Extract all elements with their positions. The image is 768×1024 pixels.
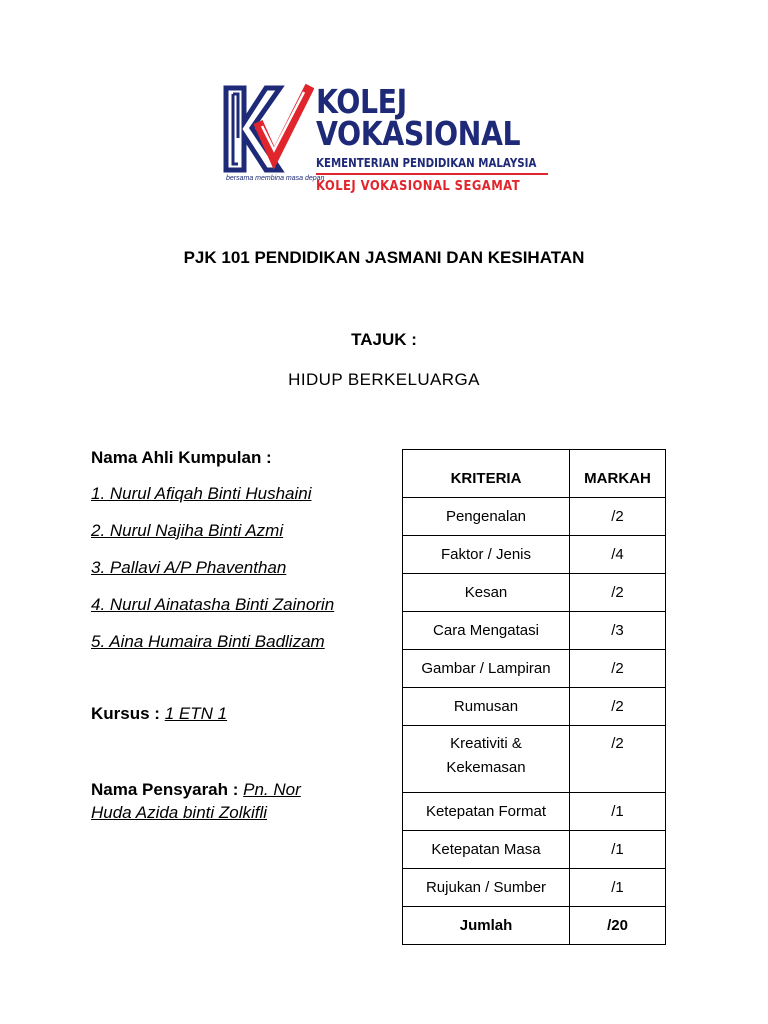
criteria-line-2: Kekemasan — [446, 759, 526, 776]
table-total-row — [403, 907, 666, 945]
criteria-line-1: Kreativiti & — [450, 735, 522, 752]
marks-cell: /1 — [570, 793, 666, 831]
kursus-value: 1 ETN 1 — [164, 704, 228, 723]
kursus-label: Kursus : — [91, 704, 165, 723]
table-row — [403, 574, 666, 612]
marks-cell: /2 — [570, 688, 666, 726]
criteria-cell: Ketepatan Format — [403, 793, 570, 831]
table-row — [403, 726, 666, 793]
member-item: 4. Nurul Ainatasha Binti Zainorin — [91, 595, 335, 614]
criteria-cell: Gambar / Lampiran — [403, 650, 570, 688]
tajuk-label: TAJUK : — [351, 330, 417, 349]
emblem-k-inner — [233, 94, 238, 164]
table-row — [403, 831, 666, 869]
marks-cell: /1 — [570, 831, 666, 869]
criteria-cell: Cara Mengatasi — [403, 612, 570, 650]
member-item: 1. Nurul Afiqah Binti Hushaini — [91, 484, 312, 503]
criteria-cell: Rumusan — [403, 688, 570, 726]
member-item: 5. Aina Humaira Binti Badlizam — [91, 632, 325, 651]
marks-table — [402, 449, 666, 945]
table-row — [403, 536, 666, 574]
lecturer-name-part1: Pn. Nor — [243, 780, 301, 799]
logo-tagline: bersama membina masa depan — [226, 175, 325, 182]
marks-cell: /4 — [570, 536, 666, 574]
college-logo — [222, 82, 548, 202]
table-row — [403, 869, 666, 907]
marks-cell: /3 — [570, 612, 666, 650]
kv-emblem-icon — [222, 82, 314, 174]
marks-cell: /2 — [570, 498, 666, 536]
header-criteria: KRITERIA — [403, 450, 570, 498]
logo-line-kolej: KOLEJ — [316, 82, 407, 121]
logo-line-ministry: KEMENTERIAN PENDIDIKAN MALAYSIA — [316, 155, 537, 170]
total-marks-cell: /20 — [570, 907, 666, 945]
criteria-cell: Faktor / Jenis — [403, 536, 570, 574]
table-row — [403, 793, 666, 831]
table-row — [403, 650, 666, 688]
total-label-cell: Jumlah — [403, 907, 570, 945]
tajuk-value: HIDUP BERKELUARGA — [288, 370, 480, 389]
marks-cell: /2 — [570, 726, 666, 793]
lecturer-label: Nama Pensyarah : — [91, 780, 244, 799]
criteria-cell: Pengenalan — [403, 498, 570, 536]
criteria-cell: Rujukan / Sumber — [403, 869, 570, 907]
table-header-row — [403, 450, 666, 498]
marks-cell: /2 — [570, 650, 666, 688]
header-marks: MARKAH — [570, 450, 666, 498]
logo-line-vokasional: VOKASIONAL — [316, 114, 521, 153]
lecturer-line — [91, 778, 391, 824]
kursus-line — [91, 704, 227, 724]
criteria-cell: Kesan — [403, 574, 570, 612]
member-item: 2. Nurul Najiha Binti Azmi — [91, 521, 284, 540]
criteria-cell: Ketepatan Masa — [403, 831, 570, 869]
member-item: 3. Pallavi A/P Phaventhan — [91, 558, 287, 577]
criteria-cell — [403, 726, 570, 793]
table-row — [403, 612, 666, 650]
logo-divider — [316, 173, 548, 175]
marks-cell: /2 — [570, 574, 666, 612]
course-title: PJK 101 PENDIDIKAN JASMANI DAN KESIHATAN — [183, 248, 585, 267]
marks-cell: /1 — [570, 869, 666, 907]
logo-line-campus: KOLEJ VOKASIONAL SEGAMAT — [316, 178, 521, 194]
members-heading: Nama Ahli Kumpulan : — [91, 448, 272, 467]
lecturer-name-part2: Huda Azida binti Zolkifli — [91, 803, 268, 822]
table-row — [403, 498, 666, 536]
table-row — [403, 688, 666, 726]
